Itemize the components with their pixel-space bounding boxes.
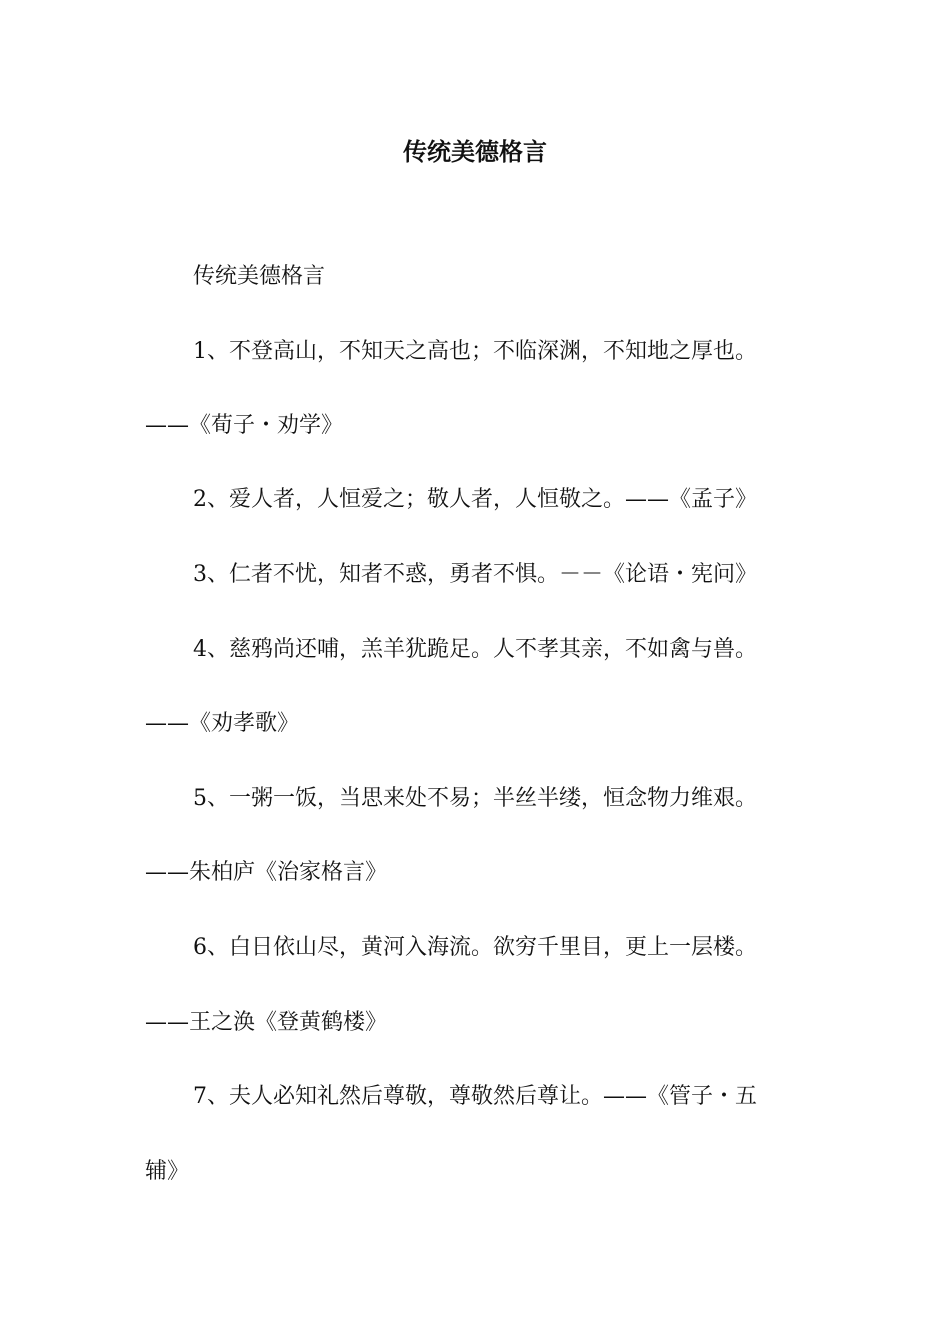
text-line: ——《荀子・劝学》 [145,413,344,438]
text-line: 2、爱人者，人恒爱之；敬人者，人恒敬之。——《孟子》 [193,487,757,512]
text-line: 6、白日依山尽，黄河入海流。欲穷千里目，更上一层楼。 [193,935,757,960]
text-line: 辅》 [145,1159,190,1184]
text-line: 5、一粥一饭，当思来处不易；半丝半缕，恒念物力维艰。 [193,786,757,811]
text-line: ——朱柏庐《治家格言》 [145,860,388,885]
text-line: 1、不登高山，不知天之高也；不临深渊，不知地之厚也。 [193,339,757,364]
text-line: 4、慈鸦尚还哺，羔羊犹跪足。人不孝其亲，不如禽与兽。 [193,637,757,662]
text-line: ——王之涣《登黄鹤楼》 [145,1010,388,1035]
text-line: ——《劝孝歌》 [145,711,300,736]
text-line: 3、仁者不忧，知者不惑，勇者不惧。－－《论语・宪问》 [193,562,757,587]
subtitle-line: 传统美德格言 [193,264,326,289]
text-line: 7、夫人必知礼然后尊敬，尊敬然后尊让。——《管子・五 [193,1084,757,1109]
document-title: 传统美德格言 [403,137,547,166]
